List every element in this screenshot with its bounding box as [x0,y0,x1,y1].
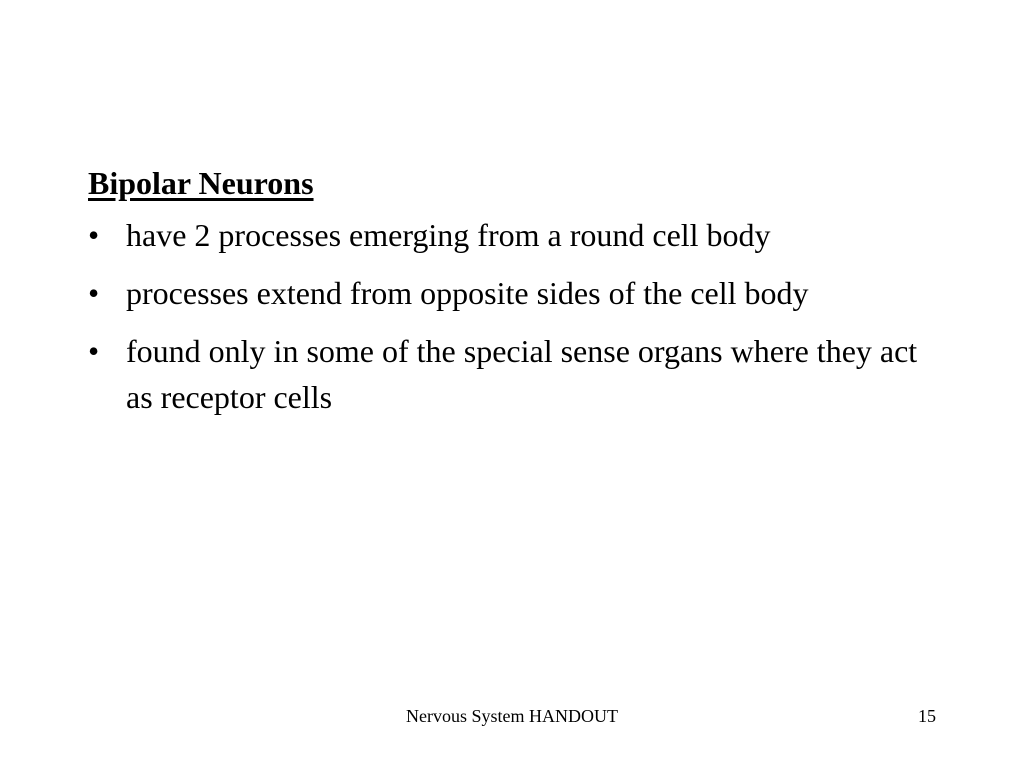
footer-title: Nervous System HANDOUT [406,706,618,726]
slide-content [88,160,948,432]
bullet-icon: • [88,275,100,311]
bullet-icon: • [88,217,100,253]
bullet-list [88,212,948,420]
bullet-item [88,328,948,420]
page-number: 15 [918,706,936,726]
bullet-item [88,212,948,258]
bullet-text: processes extend from opposite sides of the cell body [126,275,809,311]
bullet-item [88,270,948,316]
bullet-text: have 2 processes emerging from a round cell body [126,217,771,253]
bullet-icon: • [88,333,100,369]
slide-heading: Bipolar Neurons [88,165,314,201]
bullet-text: found only in some of the special sense organs where they act as receptor cells [126,333,918,415]
